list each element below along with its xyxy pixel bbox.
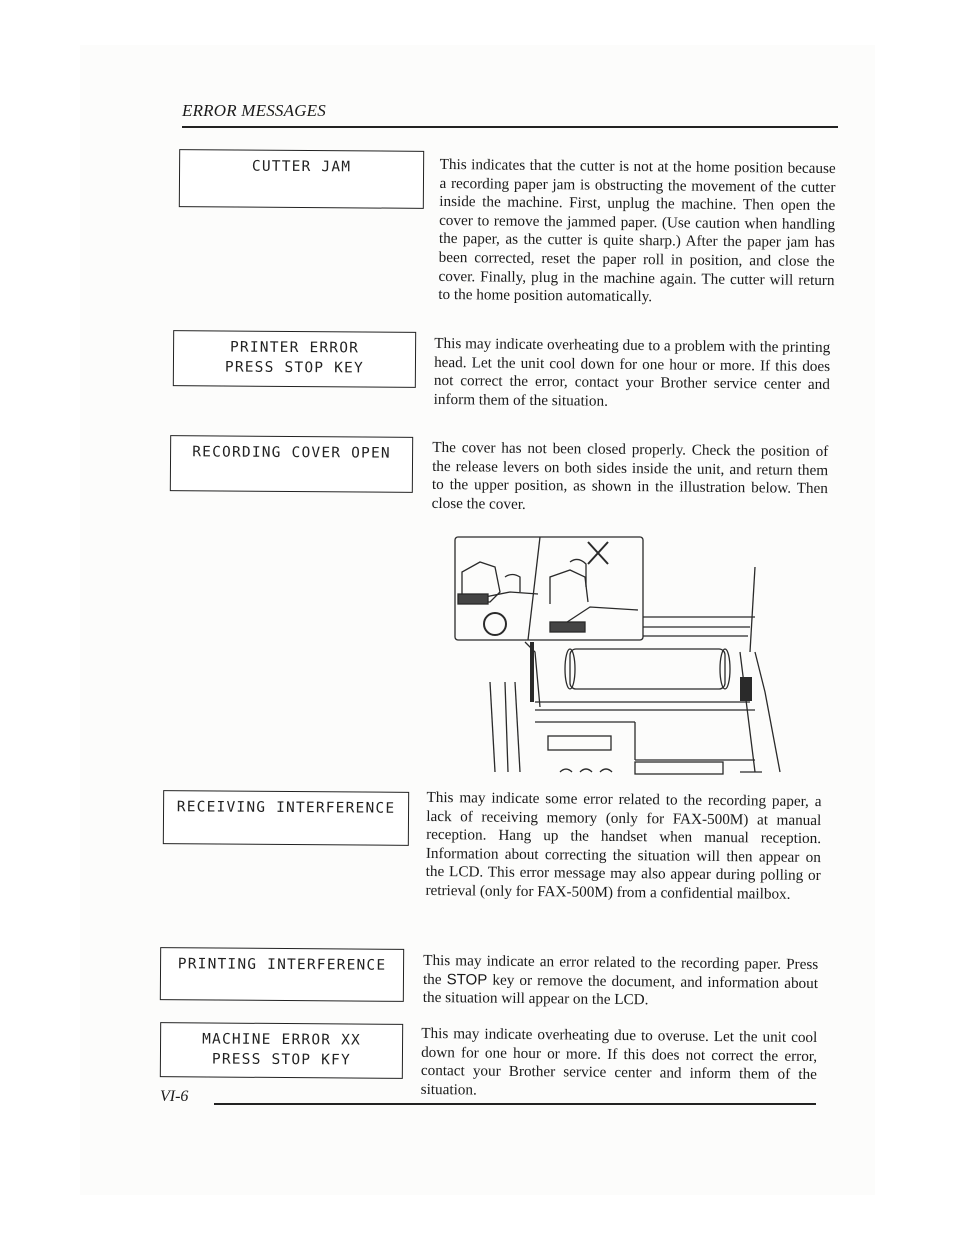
lcd-machine-error (160, 1022, 403, 1079)
release-lever-illustration (450, 532, 785, 777)
lcd-line: RECORDING COVER OPEN (192, 444, 391, 462)
lcd-line: PRESS STOP KFY (211, 1051, 352, 1069)
lcd-line: PRINTER ERROR (229, 339, 360, 357)
description-text: key or remove the document, and information about the situation will appear on the LCD. (422, 971, 819, 1009)
lcd-recording-cover-open (170, 435, 413, 493)
lcd-line: RECEIVING INTERFERENCE (176, 799, 396, 817)
header-rule (182, 126, 838, 128)
lcd-line: PRESS STOP KEY (224, 359, 365, 377)
description-text: This may indicate an error related to the recording paper. Press the (422, 951, 819, 988)
description-printer-error: This may indicate overheating due to a problem with the printing head. Let the unit cool down for one hour or more. If this does not correct the error, contact your Brother service center and inform them of the situation. (433, 334, 831, 410)
description-machine-error: This may indicate overheating due to overuse. Let the unit cool down for one hour or more. If this does not correct the error, contact your Brother service center and inform them of the situation. (420, 1024, 818, 1099)
stop-key-label: STOP (446, 970, 488, 989)
description-recording-cover-open: The cover has not been closed properly. Check the position of the release levers on both sides inside the unit, and return them to the upper position, as shown in the illustration below. Then close the cover. (431, 438, 829, 513)
page-number: VI-6 (160, 1088, 189, 1105)
section-title: ERROR MESSAGES (182, 101, 326, 120)
lcd-line: MACHINE ERROR XX (202, 1031, 362, 1049)
description-cutter-jam: This indicates that the cutter is not at the home position because a recording paper jam is obstructing the movement of the cutter inside the machine. First, unplug the machine. Then open the cover to remove the jammed paper. (Use caution when handling the paper, as the cutter is quite sharp.) After the paper jam has been corrected, reset the paper roll in position, and close the cover. Finally, plug in the machine again. The cutter will return to the home position automatically. (438, 155, 836, 306)
lcd-line: CUTTER JAM (251, 158, 352, 176)
description-printing-interference (423, 952, 819, 1012)
lcd-line: PRINTING INTERFERENCE (177, 956, 387, 974)
lcd-receiving-interference (163, 790, 409, 846)
lcd-printer-error (173, 330, 416, 388)
lcd-printing-interference (160, 947, 404, 1002)
lcd-cutter-jam (179, 149, 424, 209)
description-receiving-interference: This may indicate some error related to the recording paper, a lack of receiving memory (only for FAX-500M) at manual reception. Hang up the handset when manual reception. Information about correcting the situation will then appear on the LCD. This error message may also appear during polling or retrieval (only for FAX-500M) from a confidential mailbox. (425, 788, 822, 903)
footer-rule (214, 1103, 816, 1105)
